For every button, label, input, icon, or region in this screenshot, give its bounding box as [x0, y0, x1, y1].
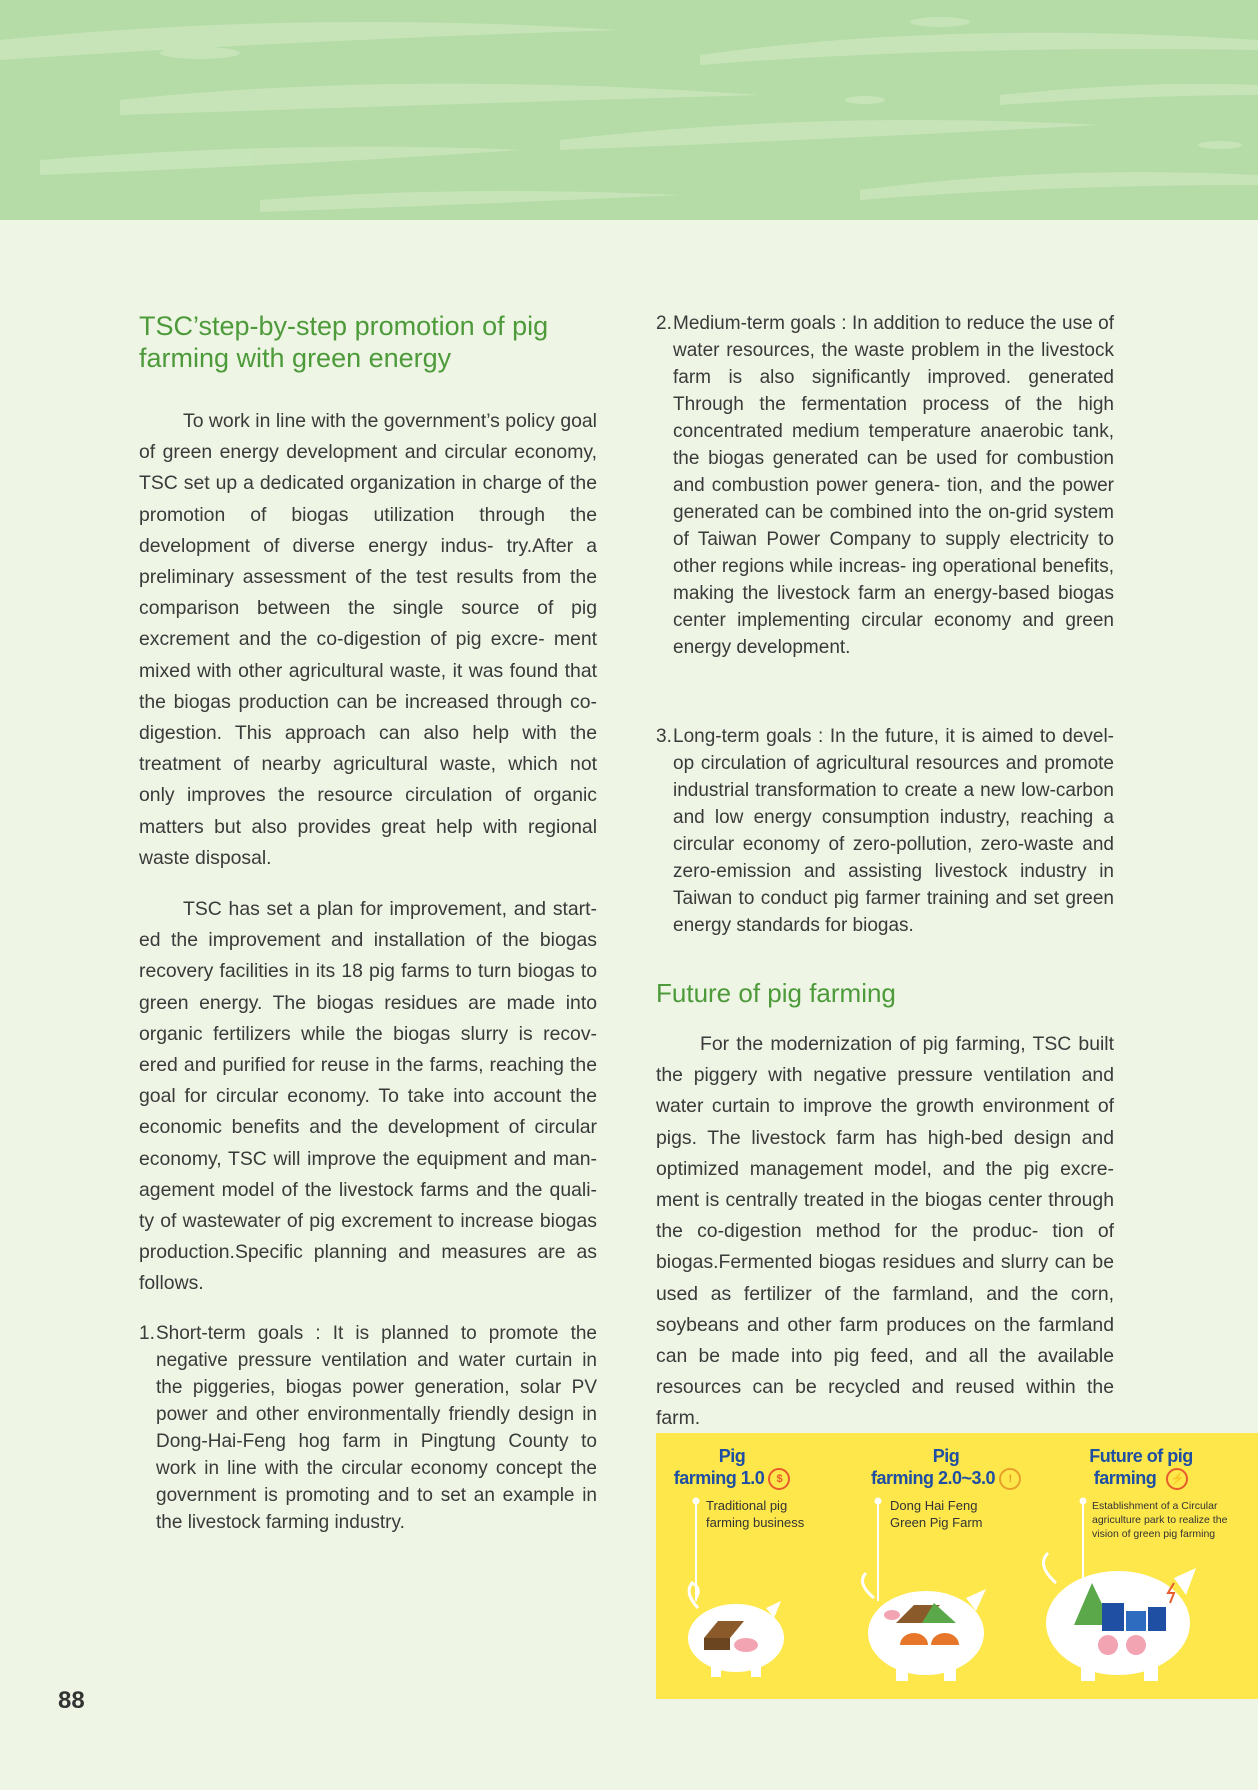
- stage-title: Pig: [718, 1446, 746, 1466]
- stage-3-description: Establishment of a Circular agriculture park to realize the vision of green pig farming: [1092, 1500, 1228, 1540]
- stage-title: Future of pig: [1089, 1446, 1193, 1466]
- stage-title-line: [1066, 1467, 1216, 1490]
- section-title: Future of pig farming: [656, 978, 896, 1008]
- pig-farming-infographic: [656, 1433, 1258, 1699]
- goal-item: [139, 1320, 597, 1536]
- body-paragraph: To work in line with the government’s policy goal of green energy development and circular economy, TSC set up a dedicated organization in charge of the promotion of biogas utilization through the development of diverse energy indus- try.After a preliminary assessment of the test results from the comparison between the single source of pig excrement and the co-digestion of pig excre- ment mixed with other agricultural waste, it was found that the biogas production can be increased through co-digestion. This approach can also help with the treatment of nearby agricultural waste, which not only improves the resource circulation of organic matters but also provides great help with regional waste disposal.: [139, 410, 597, 869]
- goal-number: 2.: [656, 313, 672, 334]
- pig-illustration-2: [862, 1573, 986, 1681]
- stage-1-description: Traditional pig farming business: [706, 1498, 805, 1530]
- goal-text: In the future, it is aimed to devel- op circulation of agricultural resources and promote industrial transformation to create a new low-carbon and low energy consumption industry, reaching a circular economy of zero-pollution, zero-waste and zero-emission and assisting livestock industry in Taiwan to conduct pig farmer training and set green energy standards for biogas.: [673, 726, 1115, 936]
- goal-body: [673, 310, 1114, 661]
- goal-item: [656, 310, 1114, 661]
- goal-label: Long-term goals :: [673, 726, 830, 747]
- pig-illustration-1: [688, 1583, 784, 1677]
- stage-title: Pig: [932, 1446, 960, 1466]
- stage-title-line: [672, 1467, 792, 1490]
- body-paragraph: TSC has set a plan for improvement, and start- ed the improvement and installation of the biogas recovery facilities in its 18 pig farms to turn biogas to green energy. The biogas residues are made into organic fertilizers while the biogas slurry is recov- ered and purified for reuse in the farms, reaching the goal for circular economy. To take into account the economic benefits and the development of circular economy, TSC will improve the equipment and man- agement model of the livestock farms and the quali- ty of wastewater of pig excrement to increase biogas production.Specific planning and measures are as follows.: [139, 898, 597, 1295]
- stage-title: farming 2.0~3.0: [870, 1468, 996, 1488]
- right-column: [656, 310, 1114, 1435]
- leaf-pattern: [0, 0, 1258, 220]
- goal-text: It is planned to promote the negative pressure ventilation and water curtain in the piggeries, biogas power generation, solar PV power and other environmentally friendly design in Dong-Hai-Feng hog farm in Pingtung County to work in line with the circular economy concept the government is promoting and to set an example in the livestock farming industry.: [156, 1322, 597, 1533]
- header-banner: [0, 0, 1258, 220]
- goal-body: [156, 1320, 597, 1536]
- section-title: TSC’step-by-step promotion of pig farming with green energy: [139, 311, 549, 373]
- stage-2-description: Dong Hai Feng Green Pig Farm: [890, 1498, 983, 1530]
- energy-icon: ⚡: [1166, 1468, 1188, 1490]
- goal-body: [673, 723, 1114, 939]
- goal-number: 3.: [656, 726, 672, 747]
- body-paragraph: For the modernization of pig farming, TSC built the piggery with negative pressure ventilation and water curtain to improve the growth environment of pigs. The livestock farm has high-bed design and optimized management model, and the pig excre- ment is centrally treated in the biogas center through the co-digestion method for the produc- tion of biogas.Fermented biogas residues and slurry can be used as fertilizer of the farmland, and the corn, soybeans and other farm produces on the farmland can be made into pig feed, and all the available resources can be recycled and reused within the farm.: [656, 1033, 1114, 1430]
- stage-title: farming 1.0: [673, 1468, 765, 1488]
- stage-1-heading: [672, 1445, 792, 1490]
- stage-title-line: [856, 1467, 1036, 1490]
- goal-text: In addition to reduce the use of water resources, the waste problem in the livestock farm is also significantly improved. generated Through the fermentation process of the high concentrated medium temperature anaerobic tank, the biogas generated can be used for combustion and combustion power genera- tion, and the power generated can be combined into the on-grid system of Taiwan Power Company to supply electricity to other regions while increas- ing operational benefits, making the livestock farm an energy-based biogas center implementing circular economy and green energy development.: [673, 313, 1114, 658]
- stage-3-heading: [1066, 1445, 1216, 1490]
- goal-item: [656, 723, 1114, 939]
- goal-number: 1.: [139, 1322, 155, 1344]
- goal-label: Medium-term goals :: [673, 313, 852, 334]
- page-number: 88: [58, 1687, 85, 1714]
- left-column: [139, 310, 597, 1536]
- stage-2-heading: [856, 1445, 1036, 1490]
- lightbulb-icon: !: [999, 1468, 1021, 1490]
- goal-label: Short-term goals :: [156, 1322, 333, 1344]
- stage-title: farming: [1093, 1468, 1157, 1488]
- coin-icon: $: [768, 1468, 790, 1490]
- pig-illustration-3: [1044, 1553, 1197, 1681]
